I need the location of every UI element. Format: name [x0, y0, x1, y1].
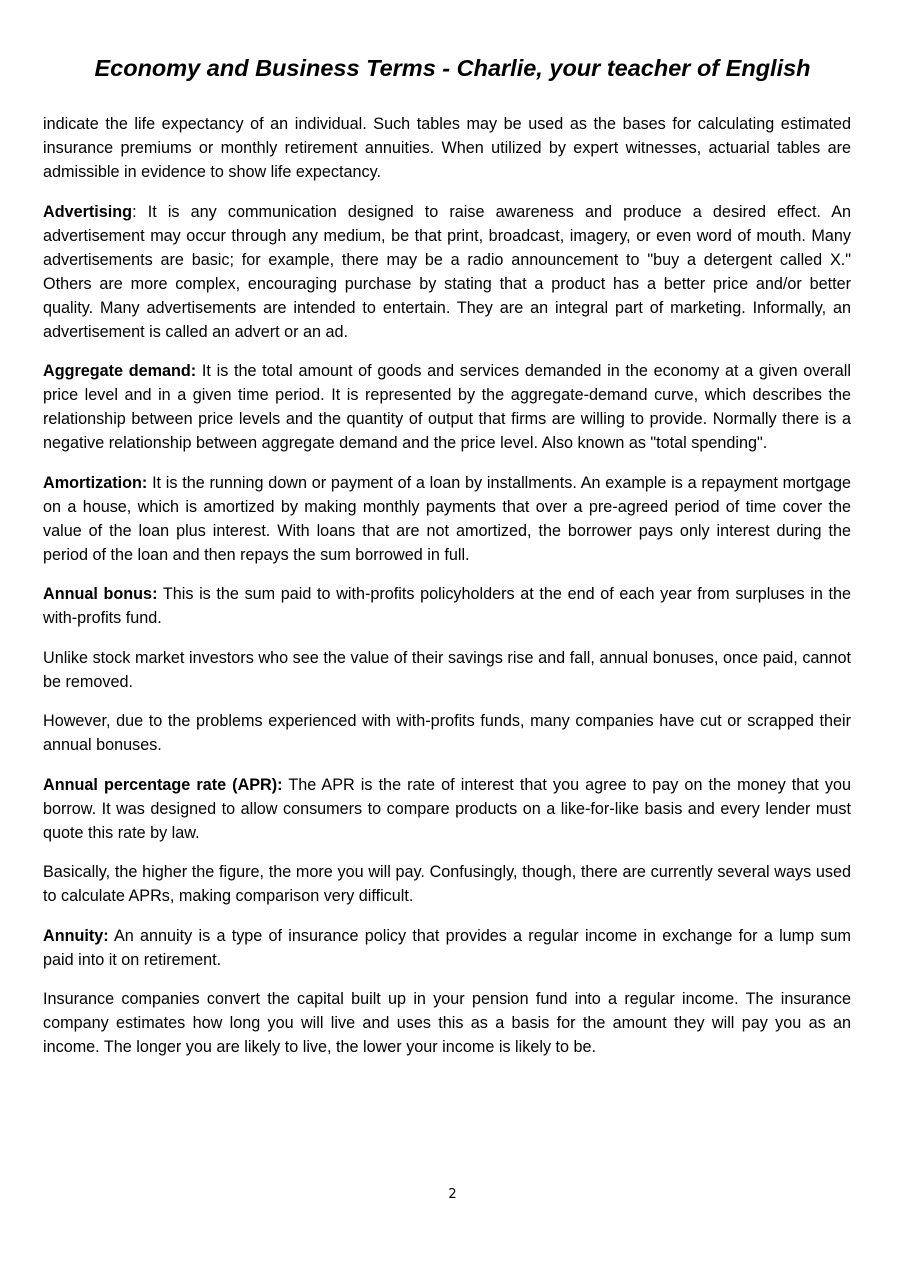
paragraph: [43, 860, 851, 908]
definition-text: An annuity is a type of insurance policy that provides a regular income in exchange for a lump sum paid into it on retirement.: [43, 926, 851, 969]
definition-text: This is the sum paid to with-profits policyholders at the end of each year from surpluses in the with-profits fund.: [43, 585, 852, 627]
paragraph-text: Basically, the higher the figure, the more you will pay. Confusingly, though, there are currently several ways used to calculate APRs, making comparison very difficult.: [43, 863, 851, 905]
paragraph: [43, 709, 851, 757]
paragraph-text: However, due to the problems experienced with with-profits funds, many companies have cut or scrapped their annual bonuses.: [43, 712, 851, 754]
definition-paragraph: [43, 582, 851, 630]
page-title: Economy and Business Terms - Charlie, your teacher of English: [94, 55, 811, 81]
paragraph: [43, 987, 851, 1059]
paragraph-text: indicate the life expectancy of an individual. Such tables may be used as the bases for calculating estimated insurance premiums or monthly retirement annuities. When utilized by expert witnesses, actuarial tables are admissible in evidence to show life expectancy.: [43, 115, 851, 181]
page-number: 2: [448, 1187, 457, 1202]
definition-paragraph: [43, 471, 851, 567]
paragraph-text: Unlike stock market investors who see the value of their savings rise and fall, annual bonuses, once paid, cannot be removed.: [43, 648, 851, 691]
term-heading: Aggregate demand:: [43, 362, 197, 380]
document-body: [43, 112, 851, 1075]
definition-paragraph: [43, 773, 851, 845]
definition-paragraph: [43, 200, 851, 344]
term-heading: Annual percentage rate (APR):: [43, 775, 283, 794]
term-heading: Amortization:: [43, 473, 148, 492]
term-heading: Annual bonus:: [43, 585, 158, 603]
paragraph-text: Insurance companies convert the capital built up in your pension fund into a regular income. The insurance company estimates how long you will live and uses this as a basis for the amount they will pay you as an income. The longer you are likely to live, the lower your income is likely to be.: [43, 990, 851, 1056]
definition-text: The APR is the rate of interest that you agree to pay on the money that you borrow. It was designed to allow consumers to compare products on a like-for-like basis and every lender must quote this rate by law.: [43, 775, 851, 842]
definition-paragraph: [43, 924, 851, 972]
paragraph: [43, 112, 851, 184]
definition-text: It is the running down or payment of a loan by installments. An example is a repayment mortgage on a house, which is amortized by making monthly payments that over a pre-agreed period of time cover the value of the loan plus interest. With loans that are not amortized, the borrower pays only interest during the period of the loan and then repays the sum borrowed in full.: [43, 473, 851, 564]
term-heading: Annuity:: [43, 926, 109, 945]
definition-paragraph: [43, 359, 851, 455]
definition-text: It is the total amount of goods and services demanded in the economy at a given overall price level and in a given time period. It is represented by the aggregate-demand curve, which describes the relationship between price levels and the quantity of output that firms are willing to provide. Normally there is a negative relationship between aggregate demand and the price level. Also known as "total spending".: [43, 362, 851, 452]
paragraph: [43, 646, 851, 694]
definition-text: : It is any communication designed to raise awareness and produce a desired effect. An advertisement may occur through any medium, be that print, broadcast, imagery, or even word of mouth. Many advertisements are basic; for example, there may be a radio announcement to "buy a detergent called X." Others are more complex, encouraging purchase by stating that a product has a better price and/or better quality. Many advertisements are intended to entertain. They are an integral part of marketing. Informally, an advertisement is called an advert or an ad.: [43, 202, 851, 341]
term-heading: Advertising: [43, 202, 133, 221]
